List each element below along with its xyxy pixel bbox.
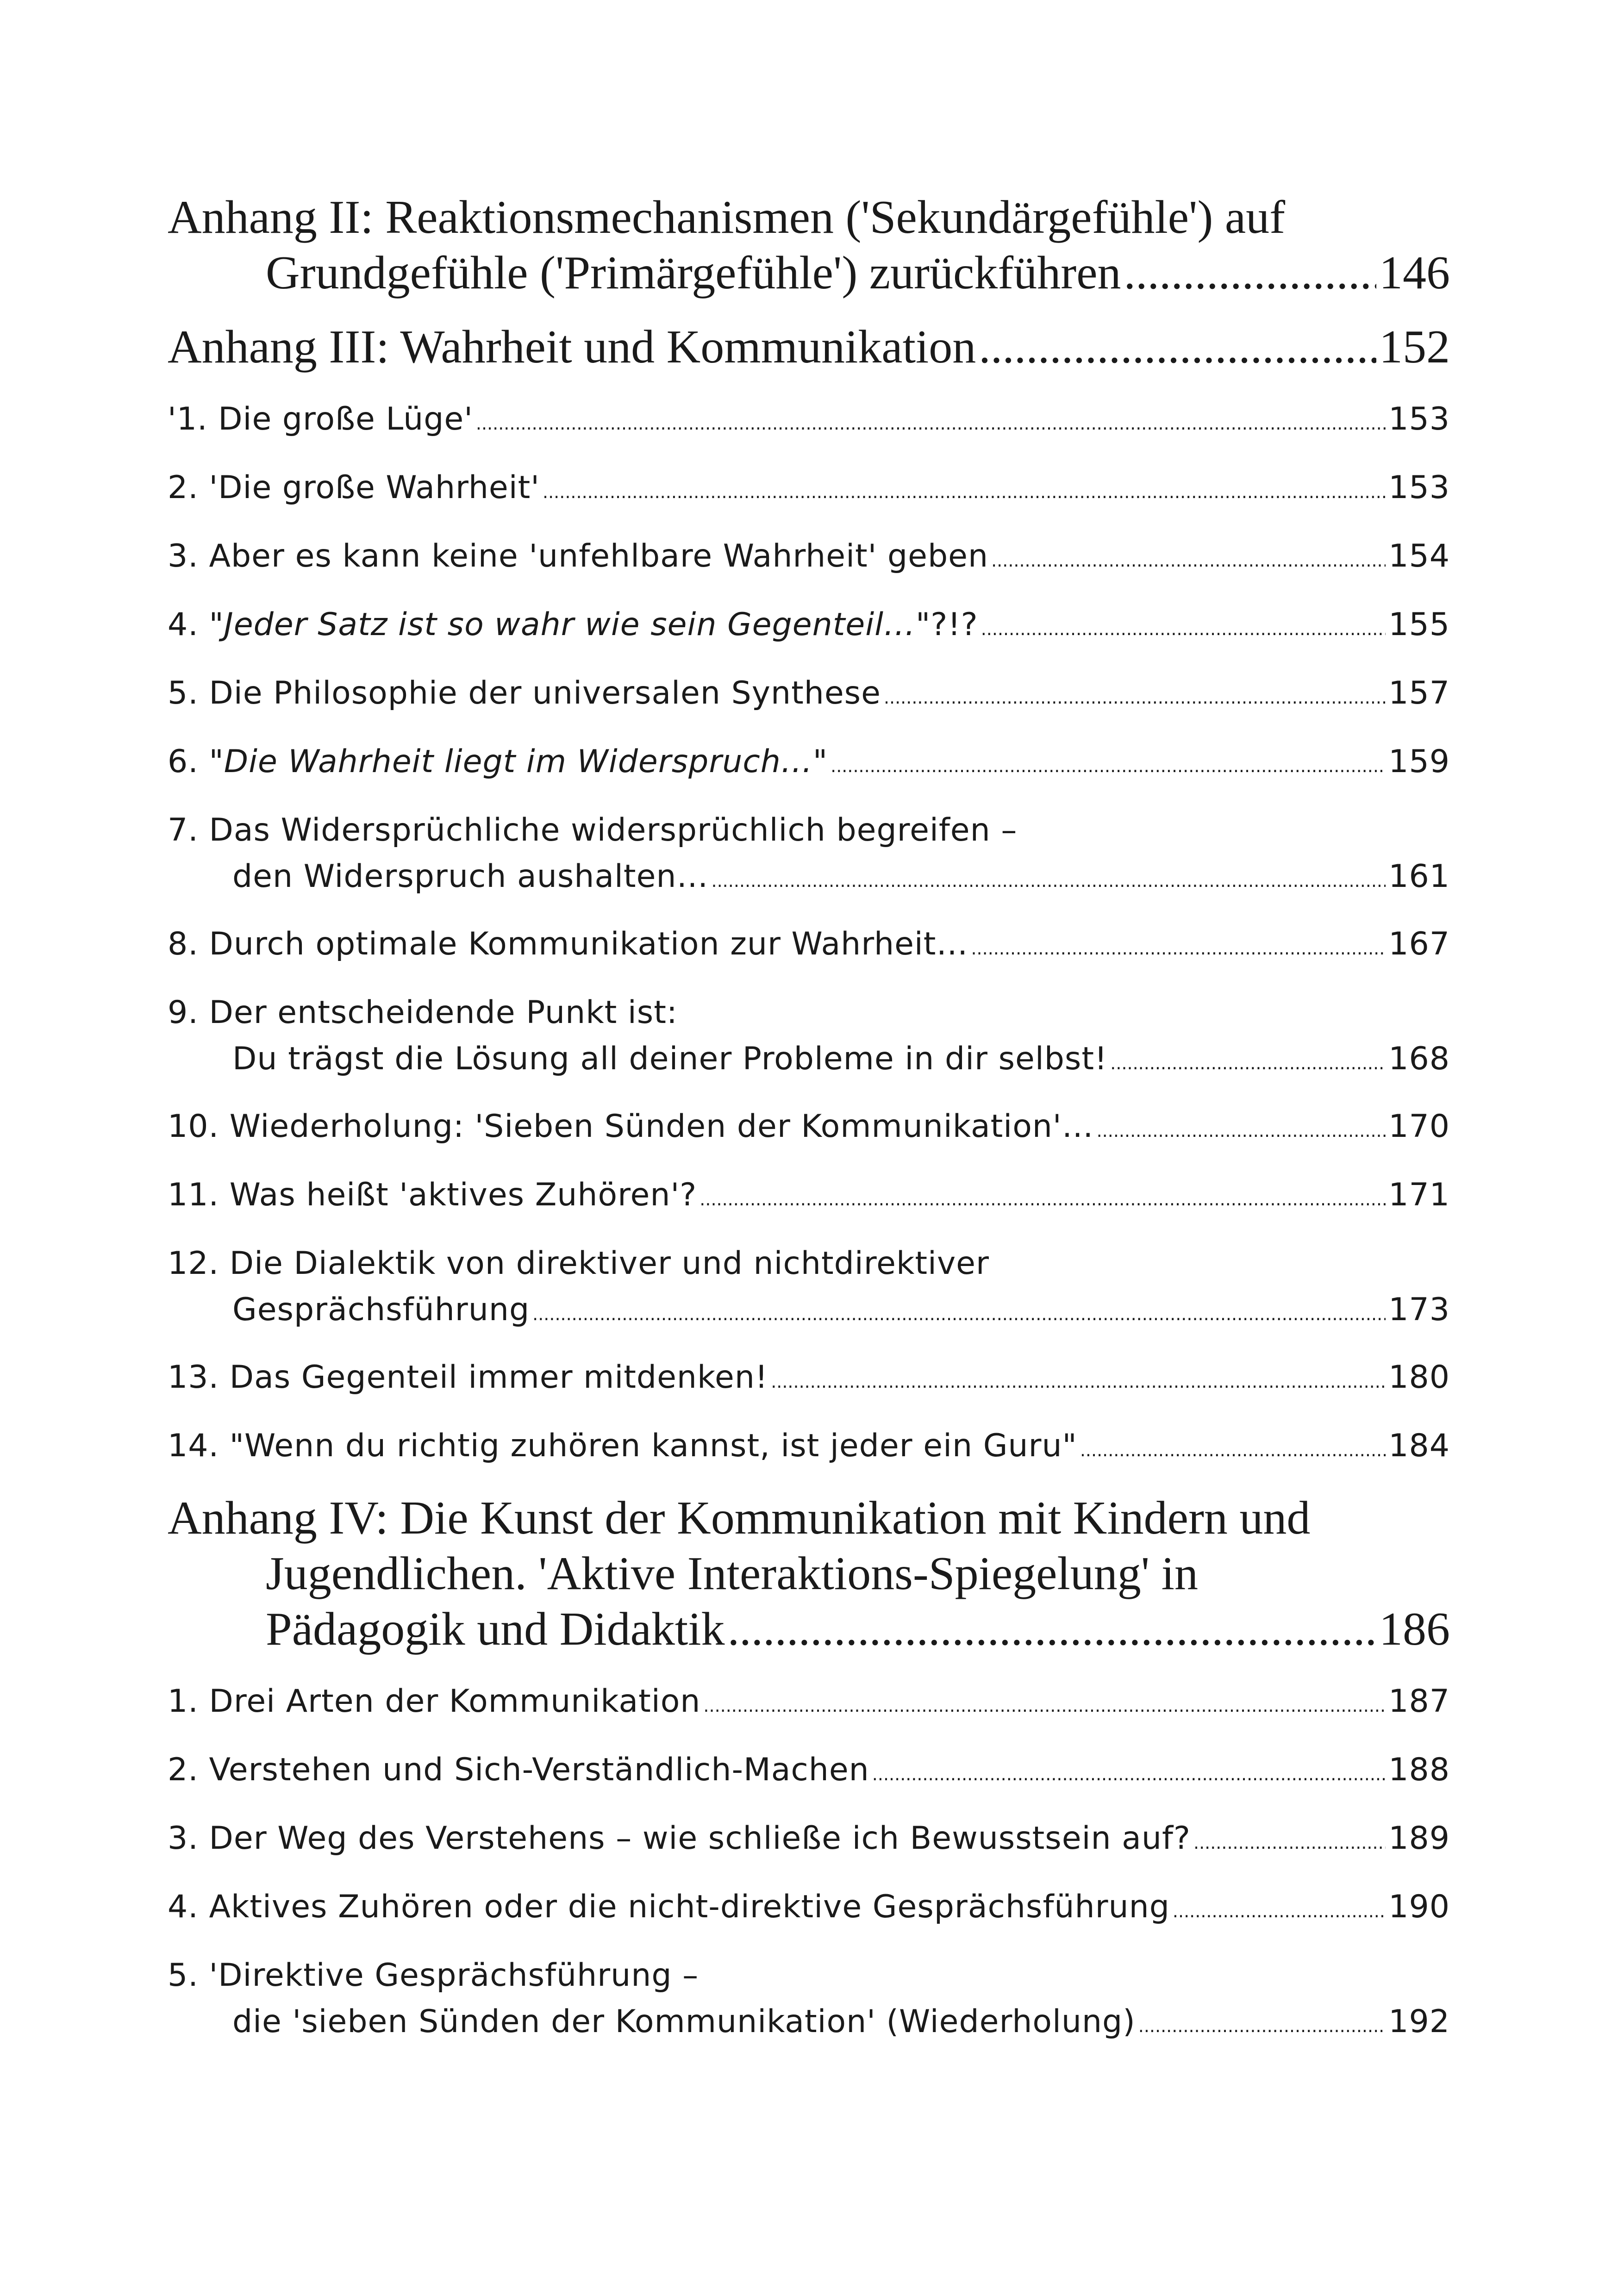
dot-leader: [981, 606, 1386, 652]
toc-item-prefix: 6.: [168, 743, 209, 780]
dot-leader: [831, 743, 1386, 789]
toc-item-text: '1. Die große Lüge': [168, 401, 473, 437]
dot-leader: [1097, 1108, 1386, 1154]
dot-leader: [1124, 245, 1376, 301]
toc-item[interactable]: [168, 670, 1450, 721]
toc-item-prefix: 4.: [168, 606, 209, 643]
toc-item[interactable]: [168, 465, 1450, 515]
page-number: 152: [1379, 321, 1450, 373]
page-number: 173: [1388, 1291, 1450, 1328]
page-number: 186: [1379, 1603, 1450, 1655]
toc-item-text: 5. 'Direktive Gesprächsführung –: [168, 1957, 699, 1994]
toc-item[interactable]: [168, 533, 1450, 584]
toc-item-text: Gesprächsführung: [232, 1291, 530, 1328]
page-number: 155: [1388, 606, 1450, 643]
dot-leader: [884, 674, 1386, 721]
page-number: 188: [1388, 1752, 1450, 1788]
toc-heading-anhang-2[interactable]: [168, 190, 1450, 301]
dot-leader: [991, 537, 1386, 584]
dot-leader: [703, 1683, 1386, 1729]
page-number: 170: [1388, 1108, 1450, 1145]
toc-item[interactable]: [168, 921, 1450, 972]
toc-item-italic: "Jeder Satz ist so wahr wie sein Gegenteil…": [209, 606, 931, 643]
toc-item-text: 14. "Wenn du richtig zuhören kannst, ist jeder ein Guru": [168, 1428, 1077, 1464]
dot-leader: [532, 1291, 1386, 1337]
dot-leader: [971, 925, 1386, 972]
page-number: 167: [1388, 926, 1450, 962]
toc-item-text: die 'sieben Sünden der Kommunikation' (Wiederholung): [232, 2003, 1136, 2040]
toc-item-italic: "Die Wahrheit liegt im Widerspruch…": [209, 743, 828, 780]
toc-item-text: [168, 739, 828, 785]
page-number: 161: [1388, 858, 1450, 895]
dot-leader: [543, 469, 1386, 515]
toc-item[interactable]: [168, 990, 1450, 1086]
toc-item-text: 12. Die Dialektik von direktiver und nichtdirektiver: [168, 1245, 989, 1282]
toc-item-text: 7. Das Widersprüchliche widersprüchlich begreifen –: [168, 812, 1018, 848]
page-number: 153: [1388, 401, 1450, 437]
toc-item[interactable]: [168, 1884, 1450, 1934]
toc-item-text: 10. Wiederholung: 'Sieben Sünden der Kommunikation'…: [168, 1108, 1094, 1145]
toc-item-text: 13. Das Gegenteil immer mitdenken!: [168, 1359, 768, 1396]
page-number: 189: [1388, 1820, 1450, 1857]
toc-item[interactable]: [168, 807, 1450, 904]
page-number: 168: [1388, 1041, 1450, 1077]
toc-heading-anhang-4[interactable]: [168, 1491, 1450, 1657]
toc-item[interactable]: [168, 1747, 1450, 1797]
toc-item[interactable]: [168, 1172, 1450, 1222]
toc-item-text: 2. Verstehen und Sich-Verständlich-Machen: [168, 1752, 869, 1788]
page-number: 159: [1388, 743, 1450, 780]
toc-heading-text: Grundgefühle ('Primärgefühle') zurückführen: [266, 247, 1121, 299]
dot-leader: [1138, 2003, 1386, 2049]
page-number: 157: [1388, 675, 1450, 711]
page-number: 190: [1388, 1889, 1450, 1925]
dot-leader: [728, 1602, 1376, 1657]
page-number: 171: [1388, 1177, 1450, 1213]
page-number: 192: [1388, 2003, 1450, 2040]
dot-leader: [1193, 1820, 1386, 1866]
toc-heading-text: Anhang IV: Die Kunst der Kommunikation mit Kindern und: [168, 1492, 1311, 1544]
toc-item-suffix: ?!?: [931, 606, 978, 643]
toc-heading-text: Pädagogik und Didaktik: [266, 1603, 725, 1655]
page-number: 184: [1388, 1428, 1450, 1464]
dot-leader: [476, 400, 1386, 447]
toc-heading-text: Anhang II: Reaktionsmechanismen ('Sekundärgefühle') auf: [168, 191, 1286, 243]
toc-item[interactable]: [168, 1423, 1450, 1473]
toc-item-text: 4. Aktives Zuhören oder die nicht-direktive Gesprächsführung: [168, 1889, 1170, 1925]
toc-item-text: Du trägst die Lösung all deiner Probleme in dir selbst!: [232, 1041, 1108, 1077]
dot-leader: [1173, 1888, 1386, 1934]
toc-heading-text: Jugendlichen. 'Aktive Interaktions-Spiegelung' in: [266, 1547, 1199, 1600]
dot-leader: [979, 319, 1376, 375]
toc-item-text: 5. Die Philosophie der universalen Synthese: [168, 675, 881, 711]
toc-item[interactable]: [168, 1241, 1450, 1337]
dot-leader: [1110, 1040, 1386, 1086]
dot-leader: [712, 858, 1386, 904]
toc-item-text: den Widerspruch aushalten…: [232, 858, 709, 895]
toc-item-text: 3. Der Weg des Verstehens – wie schließe ich Bewusstsein auf?: [168, 1820, 1191, 1857]
toc-item-text: [168, 602, 978, 648]
dot-leader: [872, 1751, 1386, 1797]
page-number: 187: [1388, 1683, 1450, 1720]
toc-item[interactable]: [168, 1815, 1450, 1866]
toc-heading-anhang-3[interactable]: [168, 319, 1450, 375]
toc-item[interactable]: [168, 396, 1450, 447]
page-number: 154: [1388, 538, 1450, 574]
toc-item[interactable]: [168, 739, 1450, 789]
page-number: 180: [1388, 1359, 1450, 1396]
page-number: 146: [1379, 247, 1450, 299]
dot-leader: [771, 1359, 1386, 1405]
page-number: 153: [1388, 469, 1450, 506]
toc-item[interactable]: [168, 1104, 1450, 1154]
toc-item[interactable]: [168, 1354, 1450, 1405]
toc-item[interactable]: [168, 602, 1450, 652]
dot-leader: [700, 1176, 1386, 1222]
toc-item-text: 3. Aber es kann keine 'unfehlbare Wahrheit' geben: [168, 538, 989, 574]
toc-item-text: 11. Was heißt 'aktives Zuhören'?: [168, 1177, 697, 1213]
toc-item-text: 1. Drei Arten der Kommunikation: [168, 1683, 701, 1720]
toc-item[interactable]: [168, 1952, 1450, 2049]
dot-leader: [1080, 1427, 1386, 1473]
toc-item-text: 2. 'Die große Wahrheit': [168, 469, 540, 506]
toc-item-text: 9. Der entscheidende Punkt ist:: [168, 994, 678, 1031]
toc-heading-text: Anhang III: Wahrheit und Kommunikation: [168, 321, 976, 373]
toc-item[interactable]: [168, 1678, 1450, 1729]
toc-item-text: 8. Durch optimale Kommunikation zur Wahrheit…: [168, 926, 968, 962]
